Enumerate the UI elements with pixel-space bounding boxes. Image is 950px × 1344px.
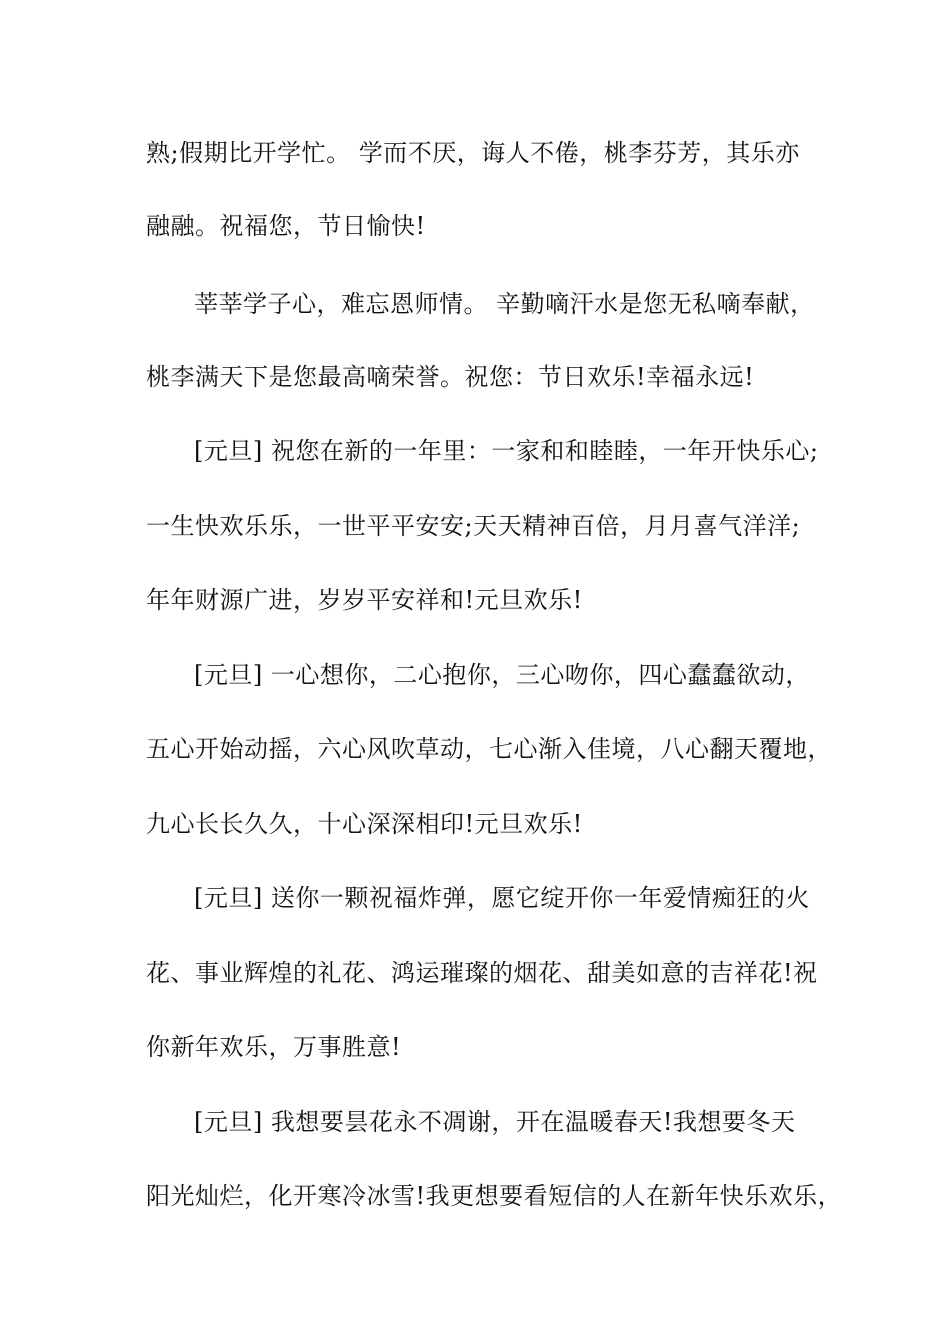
text-line: 五心开始动摇，六心风吹草动，七心渐入佳境，八心翻天覆地， bbox=[146, 735, 832, 763]
paragraph-first-line: [元旦] 我想要昙花永不凋谢，开在温暖春天!我想要冬天 bbox=[194, 1108, 796, 1136]
paragraph-first-line: [元旦] 送你一颗祝福炸弹，愿它绽开你一年爱情痴狂的火 bbox=[194, 884, 810, 912]
text-line: 阳光灿烂，化开寒冷冰雪!我更想要看短信的人在新年快乐欢乐， bbox=[146, 1182, 843, 1210]
paragraph-first-line: [元旦] 一心想你，二心抱你，三心吻你，四心蠢蠢欲动， bbox=[194, 661, 810, 689]
paragraph-first-line: [元旦] 祝您在新的一年里：一家和和睦睦，一年开快乐心; bbox=[194, 437, 819, 465]
text-line: 年年财源广进，岁岁平安祥和!元旦欢乐! bbox=[146, 586, 583, 614]
text-line: 你新年欢乐，万事胜意! bbox=[146, 1033, 402, 1061]
text-line: 花、事业辉煌的礼花、鸿运璀璨的烟花、甜美如意的吉祥花!祝 bbox=[146, 959, 818, 987]
text-line: 九心长长久久，十心深深相印!元旦欢乐! bbox=[146, 810, 583, 838]
text-line: 熟;假期比开学忙。 学而不厌，诲人不倦，桃李芬芳，其乐亦 bbox=[146, 139, 800, 167]
text-line: 融融。祝福您，节日愉快! bbox=[146, 212, 426, 240]
paragraph-first-line: 莘莘学子心，难忘恩师情。 辛勤嘀汗水是您无私嘀奉献， bbox=[194, 290, 815, 318]
text-line: 桃李满天下是您最高嘀荣誉。祝您：节日欢乐!幸福永远! bbox=[146, 363, 755, 391]
text-line: 一生快欢乐乐，一世平平安安;天天精神百倍，月月喜气洋洋; bbox=[146, 512, 801, 540]
